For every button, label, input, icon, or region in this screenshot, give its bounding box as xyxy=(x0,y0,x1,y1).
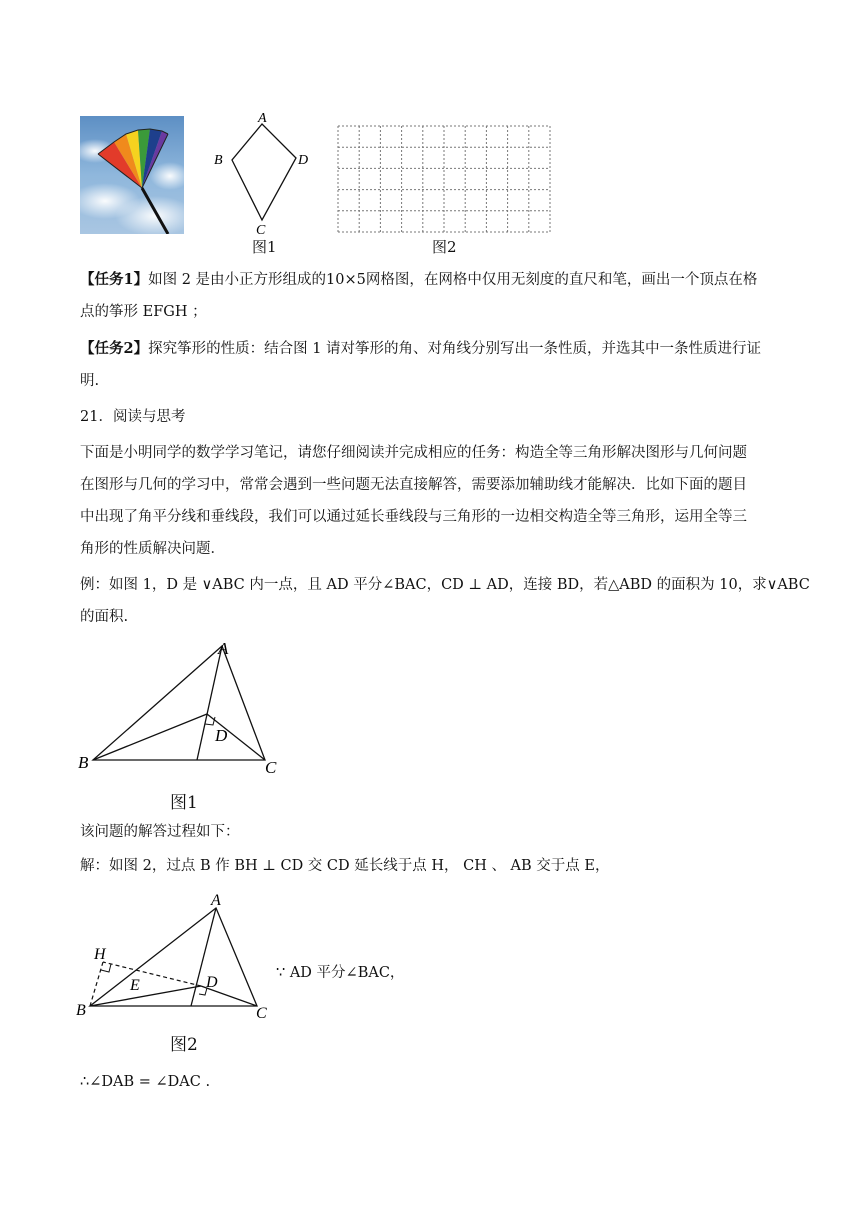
q21-p1: 下面是小明同学的数学学习笔记，请您仔细阅读并完成相应的任务：构造全等三角形解决图形与几何问题 xyxy=(80,445,747,461)
task2-text1: 探究筝形的性质：结合图 1 请对筝形的角、对角线分别写出一条性质，并选其中一条性质进行证 xyxy=(148,341,762,357)
solution-because: ∵ AD 平分∠BAC， xyxy=(276,965,405,981)
fig2-label-e: E xyxy=(130,977,140,994)
kite-photo xyxy=(80,116,184,234)
fig2-label-c: C xyxy=(256,1005,267,1020)
top-fig2-caption: 图2 xyxy=(432,238,457,256)
fig1-label-c: C xyxy=(265,758,277,777)
task1-line1 xyxy=(80,270,757,290)
solution-intro: 该问题的解答过程如下： xyxy=(80,824,240,840)
kite-label-b: B xyxy=(214,153,223,168)
solution-therefore: ∴∠DAB = ∠DAC . xyxy=(80,1074,211,1090)
task1-text2: 点的筝形 EFGH ； xyxy=(80,304,207,320)
task2-title: 【任务2】 xyxy=(80,340,149,357)
fig2-label-h: H xyxy=(94,946,106,963)
fig2-label-d: D xyxy=(206,974,218,991)
kite-diagram xyxy=(210,108,320,236)
q21-example2: 的面积. xyxy=(80,609,129,625)
triangle-figure-2 xyxy=(70,886,280,1020)
figure1-caption: 图1 xyxy=(170,793,198,813)
fig1-label-b: B xyxy=(78,753,89,772)
solution-step1: 解：如图 2，过点 B 作 BH ⊥ CD 交 CD 延长线于点 H， CH 、 AB 交于点 E， xyxy=(80,858,610,874)
q21-p2: 在图形与几何的学习中，常常会遇到一些问题无法直接解答，需要添加辅助线才能解决．比如下面的题目 xyxy=(80,477,747,493)
q21-number: 21．阅读与思考 xyxy=(80,409,186,425)
fig2-label-a: A xyxy=(211,892,221,909)
kite-label-d: D xyxy=(298,153,309,168)
task2-text2: 明. xyxy=(80,373,100,389)
kite-label-c: C xyxy=(256,223,266,236)
task1-text1: 如图 2 是由小正方形组成的10×5网格图，在网格中仅用无刻度的直尺和笔，画出一个顶点在格 xyxy=(148,272,758,288)
q21-example1: 例：如图 1，D 是 ∨ABC 内一点，且 AD 平分∠BAC，CD ⊥ AD，连接 BD，若△ABD 的面积为 10，求∨ABC xyxy=(80,577,810,593)
task1-title: 【任务1】 xyxy=(80,271,149,288)
fig1-label-a: A xyxy=(218,639,229,658)
grid-diagram xyxy=(336,124,552,234)
q21-p3: 中出现了角平分线和垂线段，我们可以通过延长垂线段与三角形的一边相交构造全等三角形，运用全等三 xyxy=(80,509,747,525)
fig1-label-d: D xyxy=(215,726,228,745)
q21-p4: 角形的性质解决问题． xyxy=(80,541,225,557)
fig2-label-b: B xyxy=(76,1002,86,1019)
figure2-caption: 图2 xyxy=(170,1035,198,1055)
kite-label-a: A xyxy=(258,111,267,126)
top-fig1-caption: 图1 xyxy=(252,238,277,256)
task2-line1 xyxy=(80,339,761,359)
triangle-figure-1 xyxy=(70,636,290,780)
